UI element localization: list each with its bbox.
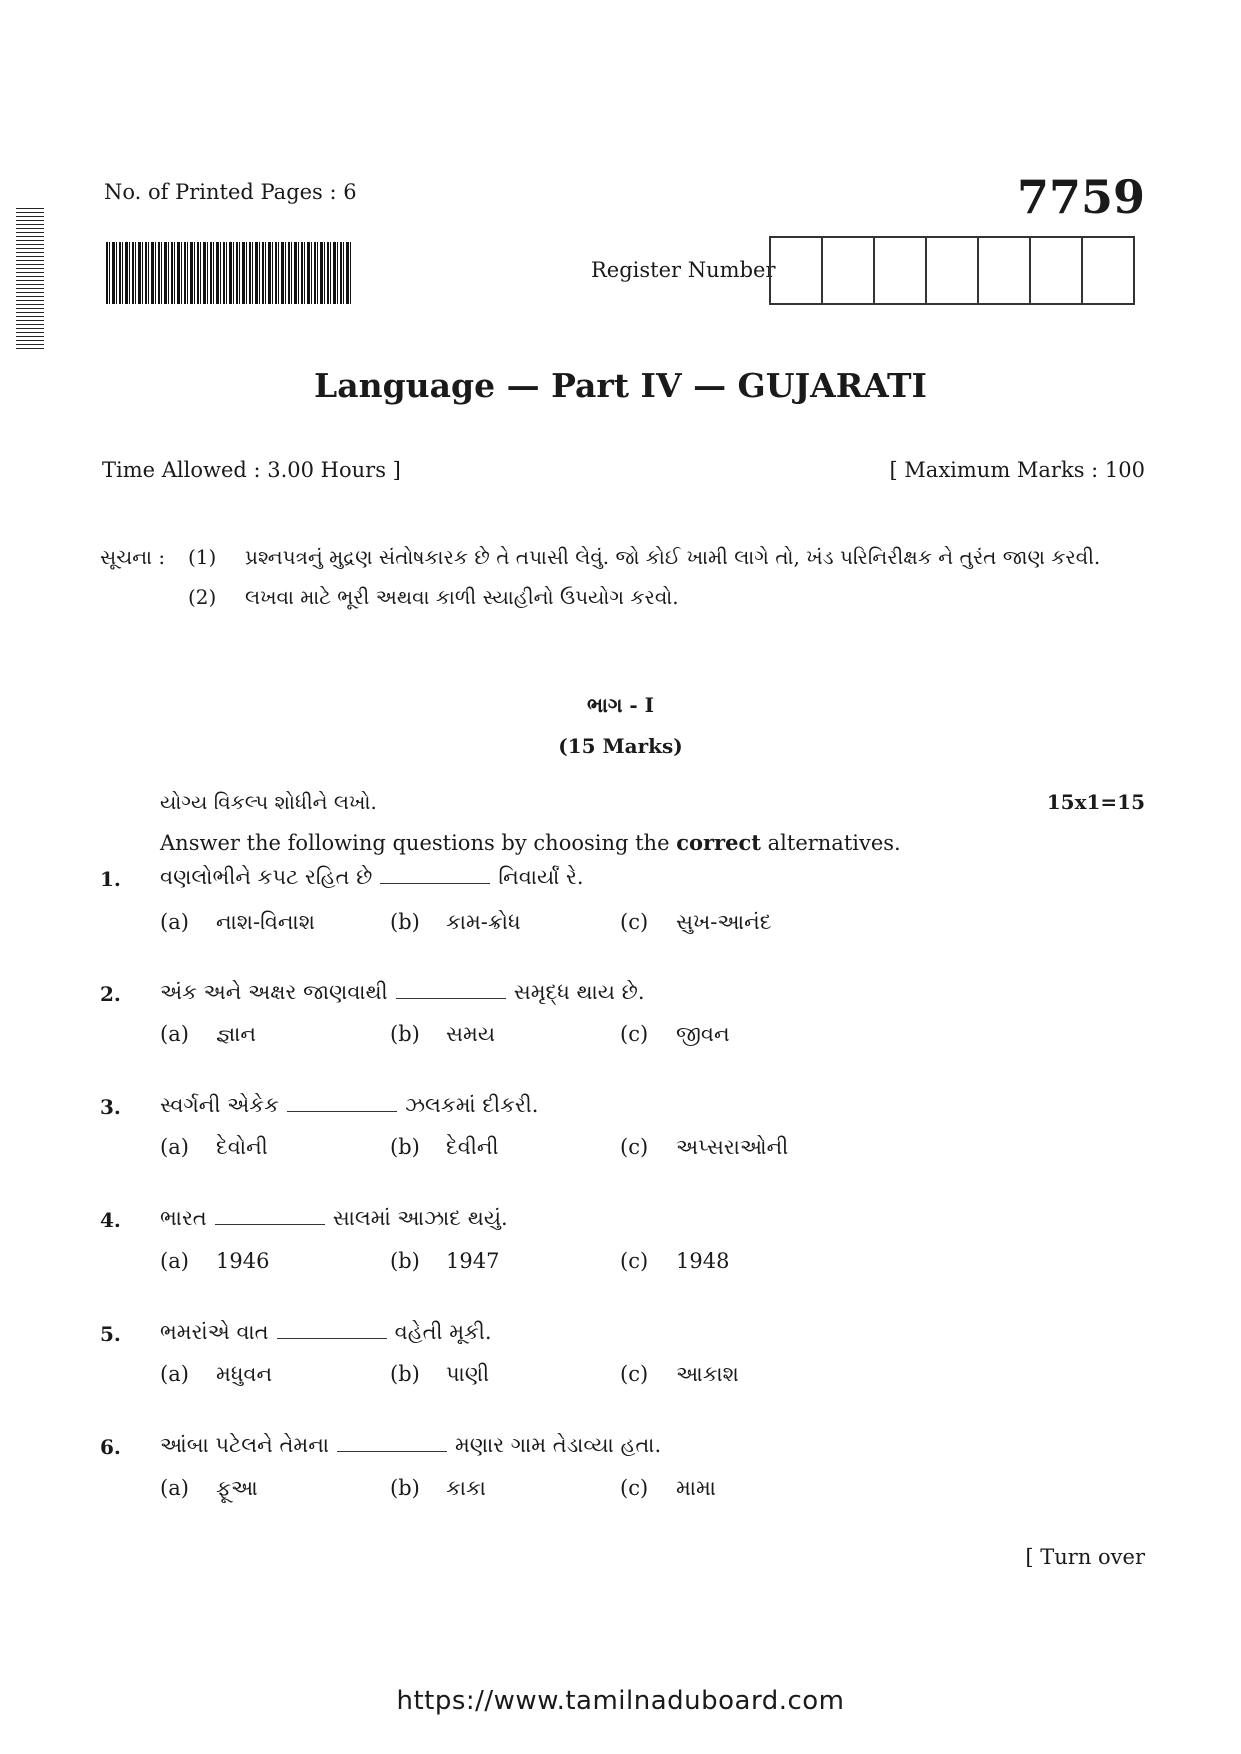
question-number: 4. — [100, 1208, 121, 1232]
question-text — [160, 980, 645, 1005]
exam-title: Language — Part IV — GUJARATI — [314, 366, 927, 405]
question-text-before: વણલોભીને કપટ રહિત છે — [160, 865, 373, 889]
answer-blank — [380, 865, 490, 884]
instruction-text: લખવા માટે ભૂરી અથવા કાળી સ્યાહીનો ઉપયોગ કરવો. — [245, 585, 679, 609]
option-text: જીવન — [676, 1022, 730, 1046]
question-text-after: સમૃદ્ધ થાય છે. — [513, 980, 645, 1004]
section-marks: (15 Marks) — [558, 734, 683, 758]
option-text: સમય — [446, 1022, 496, 1046]
question-text — [160, 865, 584, 890]
option-text: કાકા — [446, 1476, 486, 1500]
option-label: (c) — [620, 1022, 649, 1046]
register-digit-box[interactable] — [875, 238, 927, 303]
question-text-after: વહેતી મૂકી. — [394, 1320, 492, 1344]
register-number-boxes[interactable] — [769, 236, 1135, 305]
option-label: (c) — [620, 910, 649, 934]
option-text: ફૂઆ — [216, 1476, 258, 1500]
section-instruction-english — [160, 830, 901, 855]
question-number: 2. — [100, 982, 121, 1006]
instruction-text: પ્રશ્નપત્રનું મુદ્રણ સંતોષકારક છે તે તપાસી લેવું. જો કોઈ ખામી લાગે તો, ખંડ પરિનિરીક્ષક ને તુરંત જાણ કરવી. — [245, 545, 1101, 569]
option-text: સુખ-આનંદ — [676, 910, 772, 934]
option-label: (a) — [160, 910, 189, 934]
option-text: દેવોની — [216, 1135, 268, 1159]
section-scoring: 15x1=15 — [1046, 790, 1145, 814]
question-number: 5. — [100, 1322, 121, 1346]
question-text-after: ઝલકમાં દીકરી. — [404, 1093, 539, 1117]
question-text-before: ભારત — [160, 1206, 207, 1230]
question-number: 1. — [100, 867, 121, 891]
option-label: (a) — [160, 1249, 189, 1273]
question-text — [160, 1320, 492, 1345]
option-label: (c) — [620, 1135, 649, 1159]
option-text: જ્ઞાન — [216, 1022, 257, 1046]
time-allowed: Time Allowed : 3.00 Hours ] — [102, 458, 401, 482]
option-text: અપ્સરાઓની — [676, 1135, 789, 1159]
register-digit-box[interactable] — [927, 238, 979, 303]
instruction-number: (2) — [188, 585, 217, 609]
question-text — [160, 1206, 508, 1231]
question-text-after: સાલમાં આઝાદ થયું. — [332, 1206, 508, 1230]
option-text: મામા — [676, 1476, 716, 1500]
register-digit-box[interactable] — [823, 238, 875, 303]
option-text: કામ-ક્રોધ — [446, 910, 521, 934]
question-text — [160, 1433, 661, 1458]
question-text — [160, 1093, 538, 1118]
answer-blank — [215, 1206, 325, 1225]
answer-blank — [277, 1320, 387, 1339]
option-label: (b) — [390, 1476, 420, 1500]
instructions-label: સૂચના : — [100, 545, 166, 569]
register-digit-box[interactable] — [1083, 238, 1133, 303]
register-digit-box[interactable] — [771, 238, 823, 303]
question-number: 6. — [100, 1435, 121, 1459]
option-label: (c) — [620, 1362, 649, 1386]
option-label: (a) — [160, 1022, 189, 1046]
option-text: આકાશ — [676, 1362, 739, 1386]
option-label: (c) — [620, 1476, 649, 1500]
option-label: (b) — [390, 1135, 420, 1159]
question-text-before: સ્વર્ગની એકેક — [160, 1093, 279, 1117]
instruction-text-part: alternatives. — [760, 831, 901, 855]
option-label: (b) — [390, 1249, 420, 1273]
instruction-number: (1) — [188, 545, 217, 569]
option-label: (a) — [160, 1476, 189, 1500]
register-digit-box[interactable] — [979, 238, 1031, 303]
register-digit-box[interactable] — [1031, 238, 1083, 303]
option-text: 1947 — [446, 1249, 500, 1273]
paper-code: 7759 — [1016, 170, 1145, 224]
instruction-text-part: Answer the following questions by choosing the — [160, 831, 677, 855]
option-label: (b) — [390, 1362, 420, 1386]
turn-over-note: [ Turn over — [1025, 1545, 1145, 1569]
option-text: દેવીની — [446, 1135, 499, 1159]
section-title: ભાગ - I — [586, 693, 655, 717]
printed-pages-count: No. of Printed Pages : 6 — [104, 180, 357, 204]
option-label: (b) — [390, 1022, 420, 1046]
question-text-before: અંક અને અક્ષર જાણવાથી — [160, 980, 388, 1004]
section-instruction-gujarati: યોગ્ય વિકલ્પ શોધીને લખો. — [160, 790, 377, 814]
side-barcode-graphic — [16, 208, 44, 352]
option-text: 1946 — [216, 1249, 270, 1273]
option-label: (b) — [390, 910, 420, 934]
instruction-bold-word: correct — [676, 830, 761, 855]
option-text: મધુવન — [216, 1362, 273, 1386]
answer-blank — [287, 1093, 397, 1112]
question-text-after: મણાર ગામ તેડાવ્યા હતા. — [454, 1433, 662, 1457]
question-number: 3. — [100, 1095, 121, 1119]
option-text: 1948 — [676, 1249, 730, 1273]
barcode-graphic — [106, 242, 351, 304]
question-text-before: ભમરાંએ વાત — [160, 1320, 269, 1344]
register-number-label: Register Number — [591, 258, 776, 282]
question-text-before: આંબા પટેલને તેમના — [160, 1433, 329, 1457]
option-text: પાણી — [446, 1362, 490, 1386]
option-label: (a) — [160, 1135, 189, 1159]
footer-url: https://www.tamilnaduboard.com — [396, 1686, 845, 1716]
option-label: (a) — [160, 1362, 189, 1386]
option-label: (c) — [620, 1249, 649, 1273]
answer-blank — [337, 1433, 447, 1452]
option-text: નાશ-વિનાશ — [216, 910, 315, 934]
maximum-marks: [ Maximum Marks : 100 — [889, 458, 1145, 482]
answer-blank — [396, 980, 506, 999]
question-text-after: નિવાર્યાં રે. — [498, 865, 584, 889]
